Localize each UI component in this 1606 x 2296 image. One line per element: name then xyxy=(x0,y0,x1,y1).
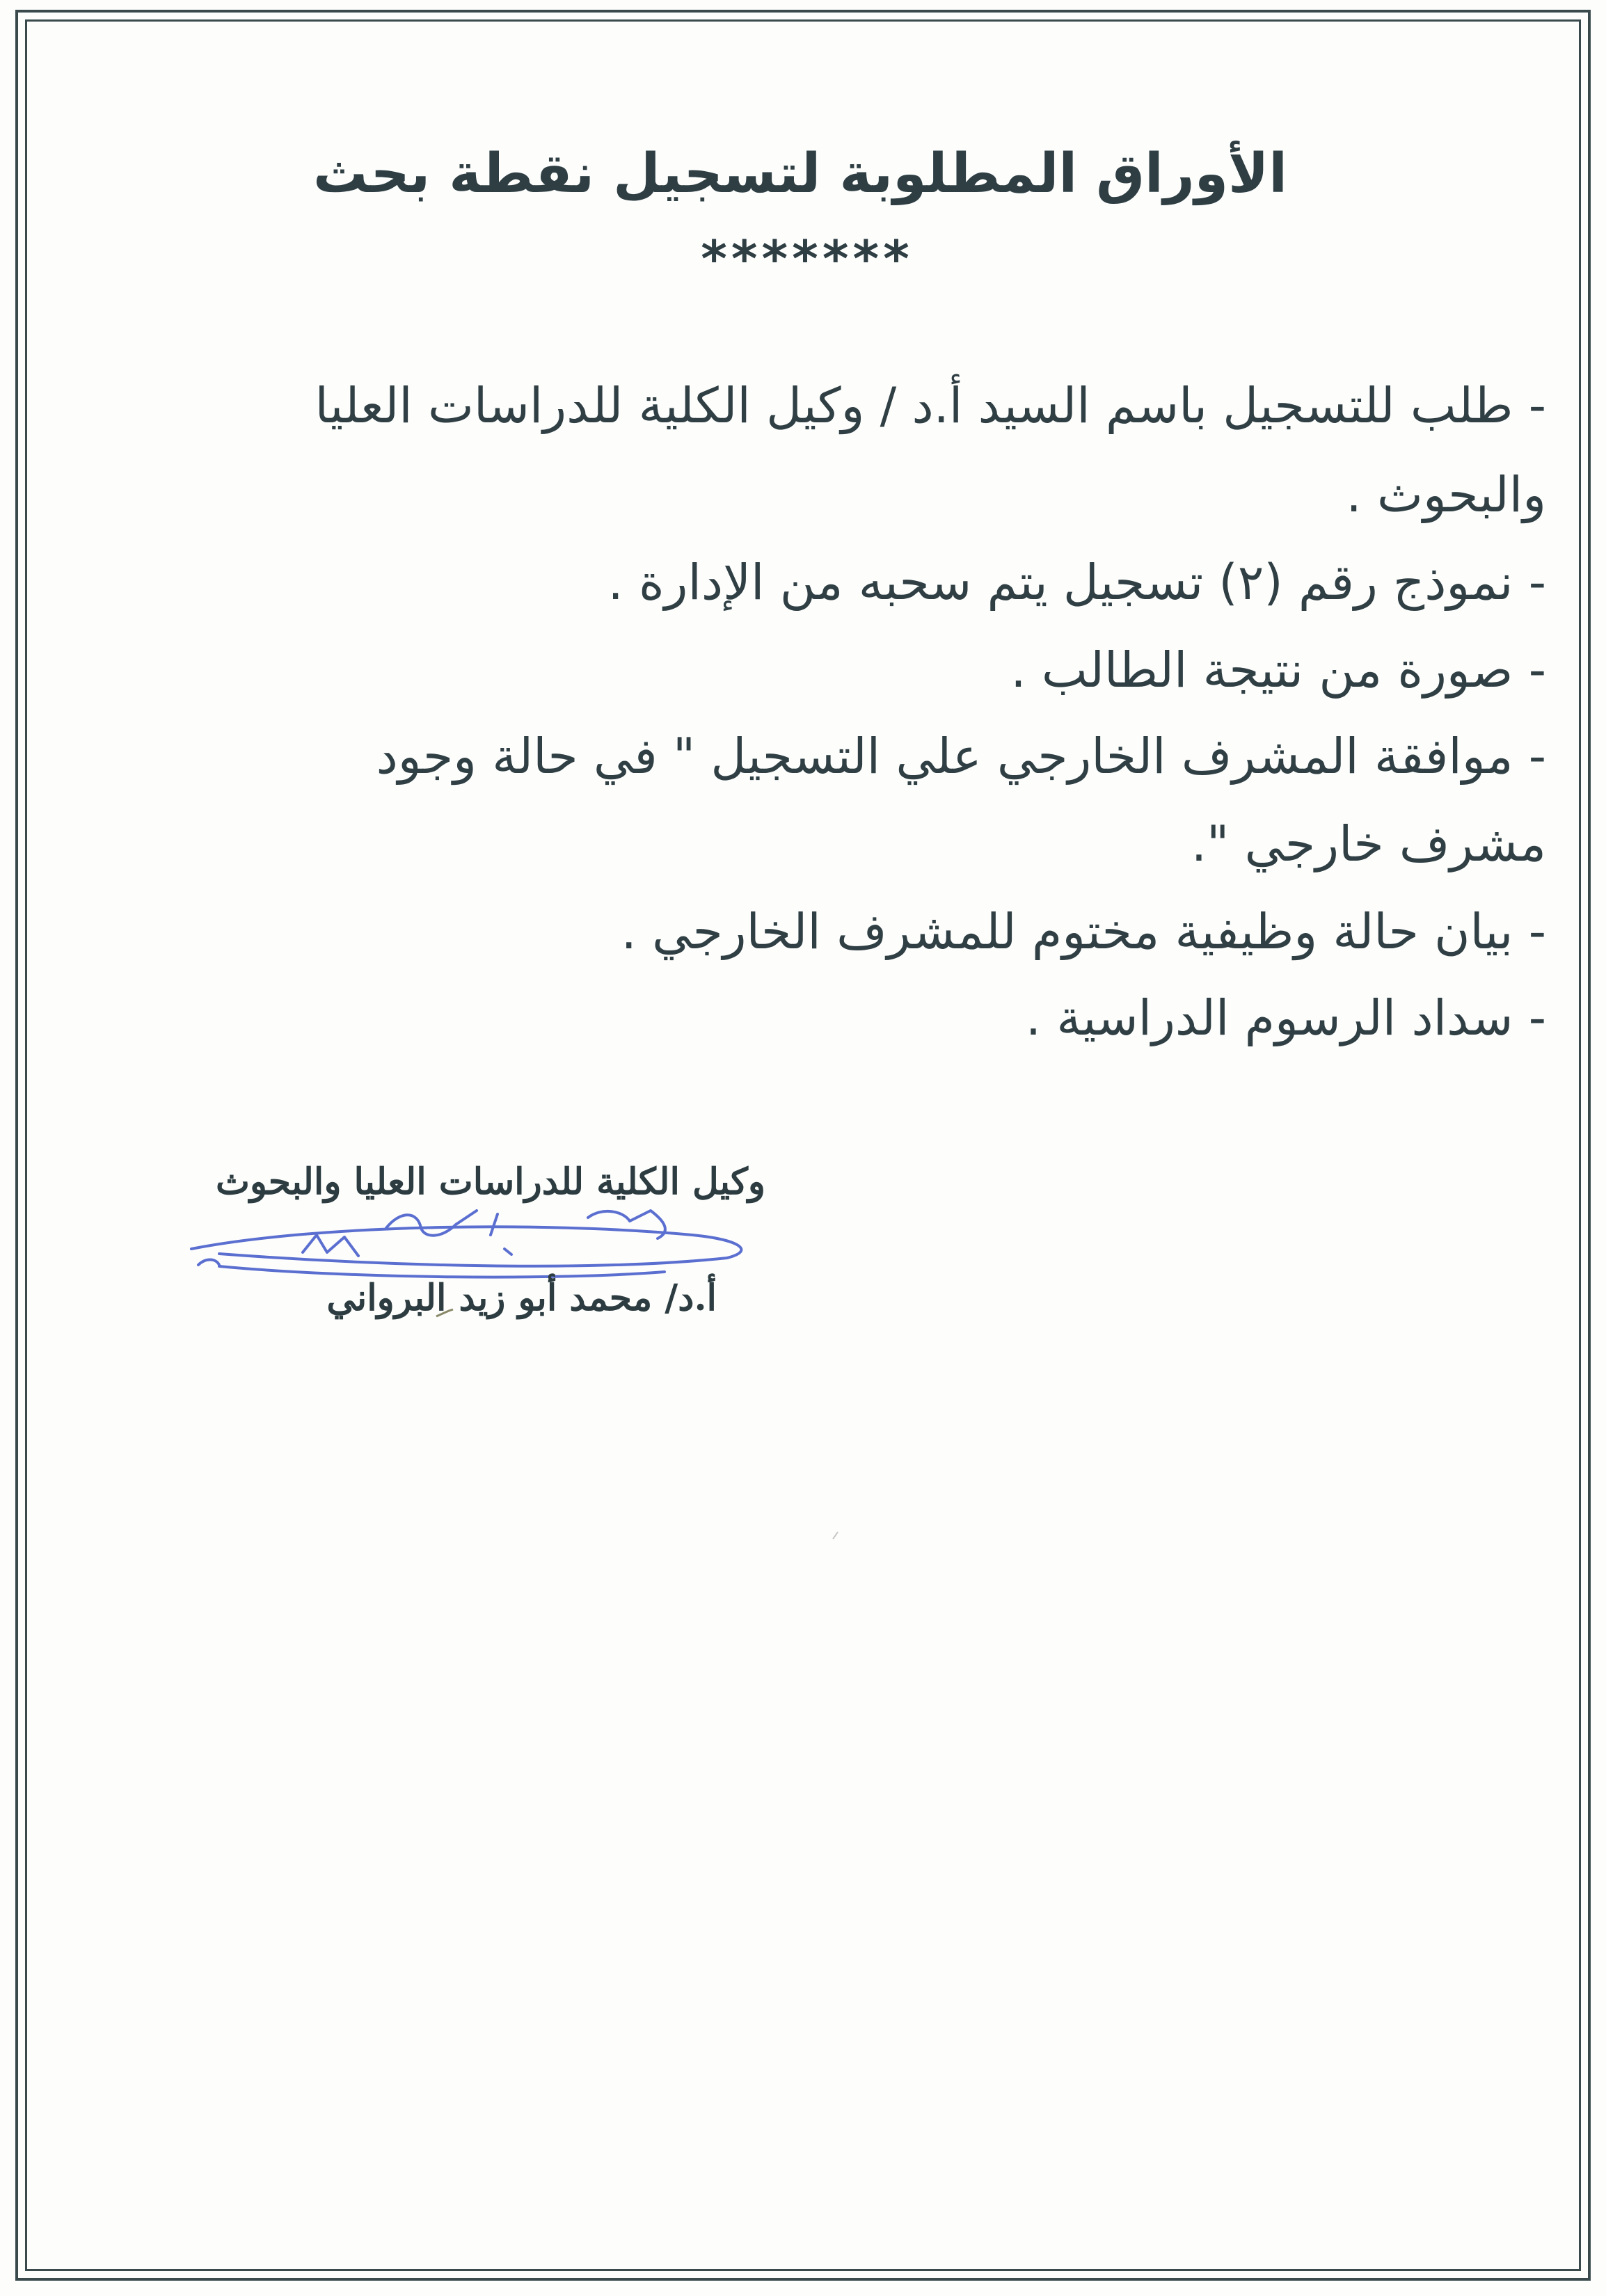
requirement-4-line-1: - موافقة المشرف الخارجي علي التسجيل " في حالة وجود xyxy=(376,728,1546,785)
title-separator: ******* xyxy=(701,230,914,288)
requirement-6: - سداد الرسوم الدراسية . xyxy=(1025,989,1546,1046)
signature-block xyxy=(139,1148,800,1343)
requirement-1-line-1: - طلب للتسجيل باسم السيد أ.د / وكيل الكلية للدراسات العليا xyxy=(315,377,1546,434)
inner-border xyxy=(25,19,1581,2271)
handwritten-signature xyxy=(177,1197,790,1287)
requirement-4-line-2: مشرف خارجي ". xyxy=(1191,815,1546,872)
document-title: الأوراق المطلوبة لتسجيل نقطة بحث xyxy=(313,143,1287,205)
requirement-5: - بيان حالة وظيفية مختوم للمشرف الخارجي . xyxy=(621,903,1546,960)
requirement-3: - صورة من نتيجة الطالب . xyxy=(1010,641,1546,699)
scan-speck xyxy=(435,1307,456,1321)
signatory-name: أ.د/ محمد أبو زيد البرواني xyxy=(326,1277,717,1319)
signature-title: وكيل الكلية للدراسات العليا والبحوث xyxy=(215,1161,765,1203)
requirement-1-line-2: والبحوث . xyxy=(1346,466,1546,523)
scan-speck xyxy=(832,1531,840,1540)
requirement-2: - نموذج رقم (٢) تسجيل يتم سحبه من الإدارة . xyxy=(607,554,1546,611)
